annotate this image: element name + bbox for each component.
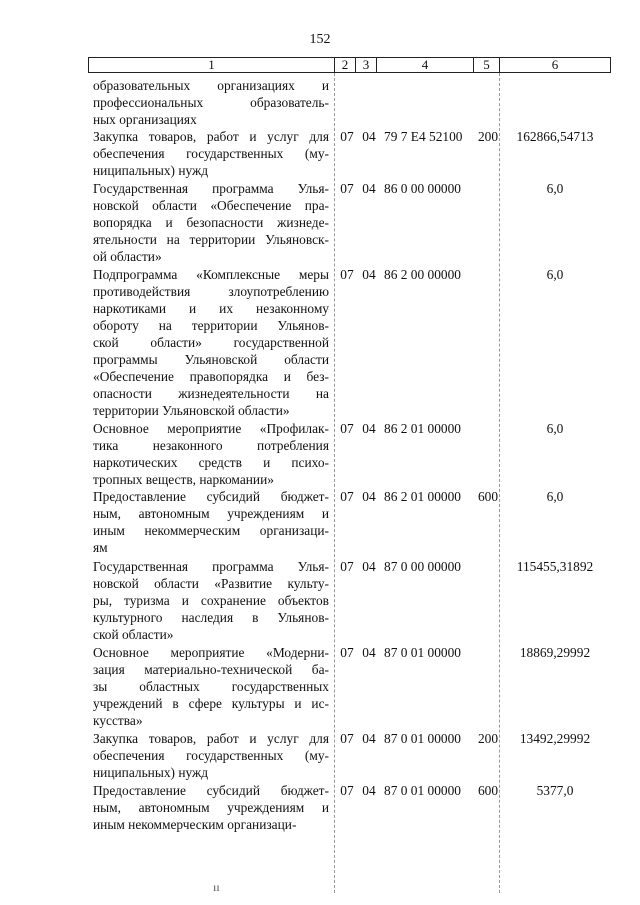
scan-mark: ıı <box>213 880 220 894</box>
description-line: новской области «Обеспечение пра- <box>93 198 329 213</box>
row-description <box>93 782 329 833</box>
row-subsection-code: 04 <box>362 731 376 746</box>
description-line: учреждений в сфере культуры и ис- <box>93 696 329 711</box>
row-subsection-code: 04 <box>362 129 376 144</box>
row-section-code: 07 <box>340 181 354 196</box>
row-amount: 6,0 <box>546 489 564 504</box>
row-description <box>93 488 329 556</box>
row-description <box>93 420 329 488</box>
row-expense-type: 600 <box>477 783 499 798</box>
row-description <box>93 266 329 419</box>
description-line: Предоставление субсидий бюджет- <box>93 489 329 504</box>
row-section-code: 07 <box>340 129 354 144</box>
row-amount: 6,0 <box>546 181 564 196</box>
row-amount: 13492,29992 <box>519 731 591 746</box>
row-subsection-code: 04 <box>362 783 376 798</box>
row-amount: 115455,31892 <box>516 559 594 574</box>
row-target-code: 86 2 00 00000 <box>384 267 461 282</box>
description-line: ным, автономным учреждениям и <box>93 800 329 815</box>
row-description <box>93 77 329 128</box>
description-line: Основное мероприятие «Модерни- <box>93 645 329 660</box>
header-col-6: 6 <box>499 57 611 73</box>
description-line: зы областных государственных <box>93 679 329 694</box>
description-line: иным некоммерческим организаци- <box>93 523 329 538</box>
description-line: зация материально-технической ба- <box>93 662 329 677</box>
description-line: Государственная программа Улья- <box>93 181 329 196</box>
row-description <box>93 558 329 643</box>
row-amount: 5377,0 <box>536 783 574 798</box>
row-amount: 18869,29992 <box>519 645 591 660</box>
row-target-code: 79 7 E4 52100 <box>384 129 463 144</box>
description-line: обеспечения государственных (му- <box>93 146 329 161</box>
description-line: обеспечения государственных (му- <box>93 748 329 763</box>
row-subsection-code: 04 <box>362 645 376 660</box>
description-line: профессиональных образователь- <box>93 95 329 110</box>
description-line: ниципальных) нужд <box>93 765 209 780</box>
description-line: Предоставление субсидий бюджет- <box>93 783 329 798</box>
description-line: Закупка товаров, работ и услуг для <box>93 129 329 144</box>
description-line: образовательных организациях и <box>93 78 329 93</box>
header-col-2: 2 <box>334 57 356 73</box>
row-subsection-code: 04 <box>362 181 376 196</box>
description-line: ой области» <box>93 249 162 264</box>
description-line: обороту на территории Ульянов- <box>93 318 329 333</box>
description-line: ным, автономным учреждениям и <box>93 506 329 521</box>
row-description <box>93 180 329 265</box>
header-col-3: 3 <box>355 57 377 73</box>
row-section-code: 07 <box>340 731 354 746</box>
description-line: культурного наследия в Ульянов- <box>93 610 329 625</box>
description-line: наркотиками и их незаконному <box>93 301 329 316</box>
header-col-5: 5 <box>473 57 500 73</box>
row-target-code: 87 0 01 00000 <box>384 783 461 798</box>
description-line: Основное мероприятие «Профилак- <box>93 421 329 436</box>
description-line: ных организациях <box>93 112 197 127</box>
row-section-code: 07 <box>340 267 354 282</box>
description-line: ской области» государственной <box>93 335 329 350</box>
description-line: Закупка товаров, работ и услуг для <box>93 731 329 746</box>
row-section-code: 07 <box>340 645 354 660</box>
description-line: ятельности на территории Ульяновск- <box>93 232 329 247</box>
description-line: новской области «Развитие культу- <box>93 576 329 591</box>
row-expense-type: 600 <box>477 489 499 504</box>
row-subsection-code: 04 <box>362 267 376 282</box>
row-target-code: 87 0 01 00000 <box>384 645 461 660</box>
description-line: Государственная программа Улья- <box>93 559 329 574</box>
row-subsection-code: 04 <box>362 489 376 504</box>
row-description <box>93 128 329 179</box>
row-subsection-code: 04 <box>362 559 376 574</box>
row-amount: 6,0 <box>546 421 564 436</box>
row-target-code: 86 2 01 00000 <box>384 421 461 436</box>
description-line: кусства» <box>93 713 143 728</box>
row-section-code: 07 <box>340 421 354 436</box>
description-line: Подпрограмма «Комплексные меры <box>93 267 329 282</box>
description-line: территории Ульяновской области» <box>93 403 290 418</box>
description-line: ской области» <box>93 627 174 642</box>
header-col-1: 1 <box>88 57 335 73</box>
row-section-code: 07 <box>340 559 354 574</box>
row-amount: 6,0 <box>546 267 564 282</box>
description-line: опасности жизнедеятельности на <box>93 386 329 401</box>
header-col-4: 4 <box>376 57 474 73</box>
column-rule-1 <box>334 73 335 893</box>
description-line: вопорядка и безопасности жизнеде- <box>93 215 329 230</box>
row-description <box>93 730 329 781</box>
description-line: тика незаконного потребления <box>93 438 329 453</box>
description-line: «Обеспечение правопорядка и без- <box>93 369 329 384</box>
row-target-code: 86 2 01 00000 <box>384 489 461 504</box>
row-amount: 162866,54713 <box>516 129 594 144</box>
description-line: программы Ульяновской области <box>93 352 329 367</box>
row-expense-type: 200 <box>477 731 499 746</box>
row-target-code: 87 0 01 00000 <box>384 731 461 746</box>
description-line: наркотических средств и психо- <box>93 455 329 470</box>
description-line: ниципальных) нужд <box>93 163 209 178</box>
description-line: противодействия злоупотреблению <box>93 284 329 299</box>
row-description <box>93 644 329 729</box>
row-subsection-code: 04 <box>362 421 376 436</box>
row-target-code: 87 0 00 00000 <box>384 559 461 574</box>
page-number: 152 <box>309 32 331 47</box>
row-target-code: 86 0 00 00000 <box>384 181 461 196</box>
description-line: ры, туризма и сохранение объектов <box>93 593 329 608</box>
row-section-code: 07 <box>340 489 354 504</box>
description-line: тропных веществ, наркомании» <box>93 472 274 487</box>
description-line: иным некоммерческим организаци- <box>93 817 297 832</box>
row-section-code: 07 <box>340 783 354 798</box>
column-rule-2 <box>499 73 500 893</box>
row-expense-type: 200 <box>477 129 499 144</box>
description-line: ям <box>93 540 108 555</box>
